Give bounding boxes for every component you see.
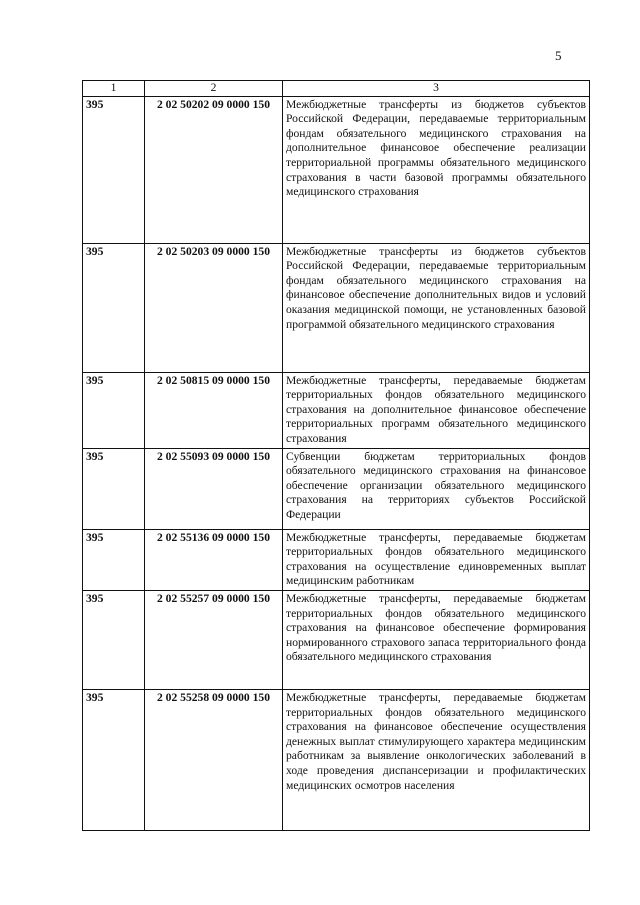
revenue-code-cell: 2 02 50815 09 0000 150 [145,372,283,448]
description-cell: Межбюджетные трансферты, передаваемые бюджетам территориальных фондов обязательного медицинского страхования на осуществление единовременных выплат медицинским работникам [283,529,590,590]
revenue-code-cell: 2 02 50203 09 0000 150 [145,243,283,372]
admin-code-cell: 395 [83,590,145,689]
description-cell: Межбюджетные трансферты из бюджетов субъектов Российской Федерации, передаваемые территориальным фондам обязательного медицинского страхования на финансовое обеспечение дополнительных видов и условий оказания медицинской помощи, не установленных базовой программой обязательного медицинского страхования [283,243,590,372]
revenue-code-cell: 2 02 55093 09 0000 150 [145,448,283,529]
table-row [83,96,590,243]
description-cell: Субвенции бюджетам территориальных фондов обязательного медицинского страхования на финансовое обеспечение организации обязательного медицинского страхования на территориях субъектов Российской Федерации [283,448,590,529]
column-header-3: 3 [283,81,590,97]
description-cell: Межбюджетные трансферты из бюджетов субъектов Российской Федерации, передаваемые территориальным фондам обязательного медицинского страхования на дополнительное финансовое обеспечение реализации территориальной программы обязательного медицинского страхования в части базовой программы обязательного медицинского страхования [283,96,590,243]
revenue-code-cell: 2 02 50202 09 0000 150 [145,96,283,243]
description-cell: Межбюджетные трансферты, передаваемые бюджетам территориальных фондов обязательного медицинского страхования на дополнительное финансовое обеспечение территориальных программ обязательного медицинского страхования [283,372,590,448]
admin-code-cell: 395 [83,448,145,529]
table-row [83,243,590,372]
revenue-code-cell: 2 02 55257 09 0000 150 [145,590,283,689]
table-header-row [83,81,590,97]
page-number: 5 [555,48,562,63]
description-cell: Межбюджетные трансферты, передаваемые бюджетам территориальных фондов обязательного медицинского страхования на финансовое обеспечение осуществления денежных выплат стимулирующего характера медицинским работникам за выявление онкологических заболеваний в ходе проведения диспансеризации и профилактических медицинских осмотров населения [283,689,590,830]
budget-classification-table [82,80,590,831]
table-row [83,590,590,689]
column-header-1: 1 [83,81,145,97]
column-header-2: 2 [145,81,283,97]
description-cell: Межбюджетные трансферты, передаваемые бюджетам территориальных фондов обязательного медицинского страхования на финансовое обеспечение формирования нормированного страхового запаса территориального фонда обязательного медицинского страхования [283,590,590,689]
table-row [83,372,590,448]
admin-code-cell: 395 [83,529,145,590]
revenue-code-cell: 2 02 55258 09 0000 150 [145,689,283,830]
admin-code-cell: 395 [83,372,145,448]
admin-code-cell: 395 [83,96,145,243]
admin-code-cell: 395 [83,689,145,830]
table-row [83,529,590,590]
admin-code-cell: 395 [83,243,145,372]
revenue-code-cell: 2 02 55136 09 0000 150 [145,529,283,590]
table-row [83,448,590,529]
table-row [83,689,590,830]
